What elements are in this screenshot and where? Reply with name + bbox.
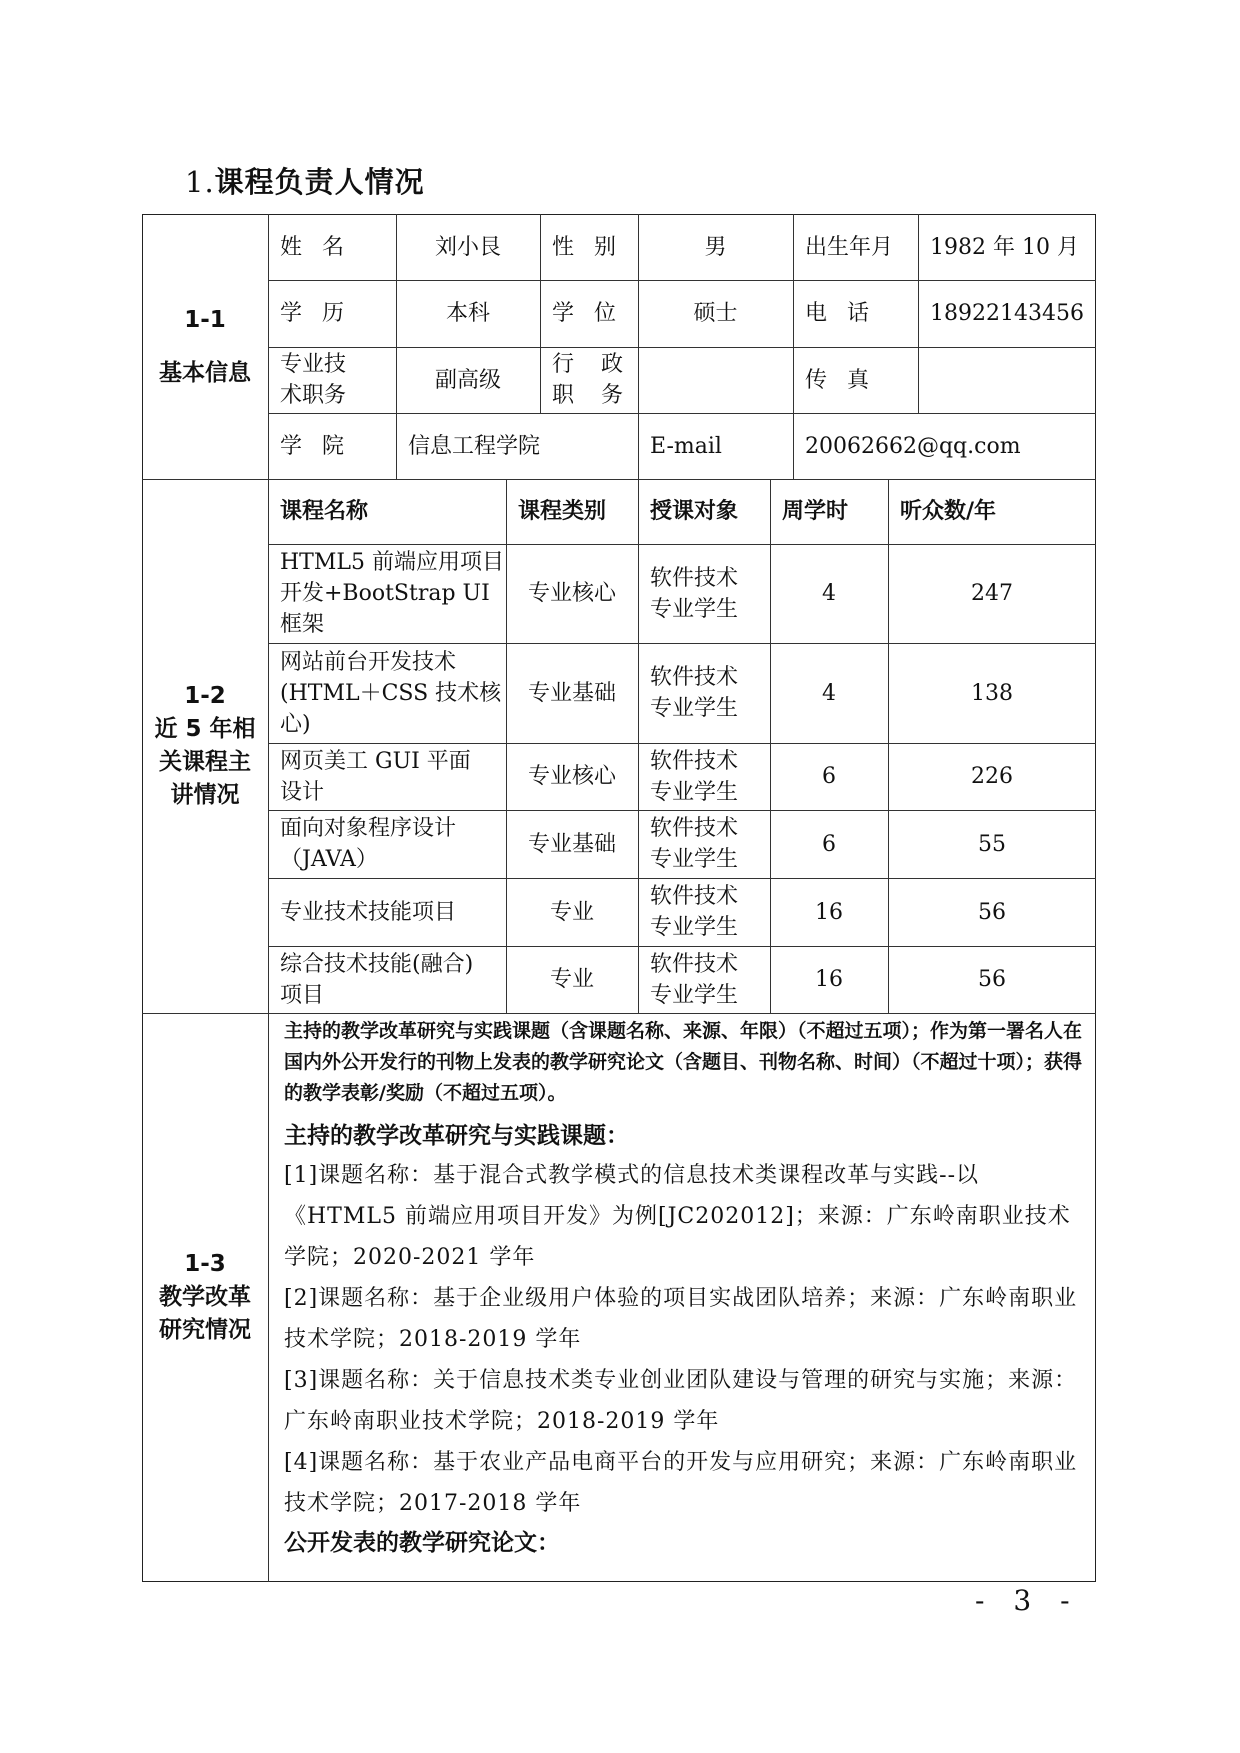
course-name-line: (HTML＋CSS 技术核 xyxy=(280,680,502,706)
course-name-line: 网页美工 GUI 平面 xyxy=(280,748,471,774)
gender-value: 男 xyxy=(704,234,727,260)
course-name-line: 综合技术技能(融合) xyxy=(280,951,474,977)
research-project-item: [2]课题名称：基于企业级用户体验的项目实战团队培养；来源：广东岭南职业技术学院；2018-2019 学年 xyxy=(284,1286,1078,1352)
course-name-line: 项目 xyxy=(280,982,325,1008)
col-header-category: 课程类别 xyxy=(518,499,607,524)
course-audience-line: 专业学生 xyxy=(650,696,739,721)
research-project-item: [4]课题名称：基于农业产品电商平台的开发与应用研究；来源：广东岭南职业技术学院；2017-2018 学年 xyxy=(284,1450,1078,1516)
course-name-cell xyxy=(268,544,506,643)
course-audience-cell xyxy=(638,878,770,946)
course-category-cell: 专业基础 xyxy=(527,680,616,706)
course-audience-cell xyxy=(638,743,770,810)
gender-label: 性别 xyxy=(552,234,637,260)
admin-post-value xyxy=(638,347,793,413)
course-listeners-cell: 226 xyxy=(971,764,1013,789)
course-listeners-cell: 138 xyxy=(971,680,1013,706)
course-listeners-cell: 56 xyxy=(978,967,1006,992)
education-value: 本科 xyxy=(445,301,490,326)
course-category-cell: 专业基础 xyxy=(527,831,616,857)
col-header-audience: 授课对象 xyxy=(650,499,739,524)
course-name-cell xyxy=(268,743,506,810)
email-value: 20062662@qq.com xyxy=(805,433,1021,459)
college-value: 信息工程学院 xyxy=(408,433,541,459)
degree-value: 硕士 xyxy=(693,301,738,326)
course-name-line: 开发+BootStrap UI xyxy=(280,581,490,606)
course-audience-line: 软件技术 xyxy=(650,951,739,977)
course-audience-line: 软件技术 xyxy=(650,665,739,690)
section-title-text: 课程负责人情况 xyxy=(214,165,425,199)
col-header-listeners: 听众数/年 xyxy=(900,499,997,524)
course-hours-cell: 6 xyxy=(822,764,836,789)
section-1-2-label-line: 近 5 年相 xyxy=(154,716,256,742)
professional-title-label xyxy=(268,347,396,413)
course-hours-cell: 16 xyxy=(815,967,843,992)
course-name-line: （JAVA） xyxy=(280,847,378,872)
course-hours-cell: 16 xyxy=(815,899,843,925)
course-audience-line: 软件技术 xyxy=(650,565,739,591)
course-audience-line: 专业学生 xyxy=(650,982,739,1008)
course-audience-line: 软件技术 xyxy=(650,884,739,909)
course-listeners-cell: 55 xyxy=(978,831,1006,857)
course-name-line: 设计 xyxy=(280,779,325,805)
name-label: 姓名 xyxy=(280,234,365,260)
course-audience-cell xyxy=(638,810,770,878)
fax-value xyxy=(918,347,1096,413)
col-header-course-name: 课程名称 xyxy=(280,499,369,524)
college-label: 学院 xyxy=(280,433,365,459)
section-title xyxy=(185,160,425,201)
course-name-cell xyxy=(268,810,506,878)
section-1-2-label-line: 讲情况 xyxy=(170,782,240,808)
fax-label: 传真 xyxy=(805,367,890,393)
name-value: 刘小艮 xyxy=(434,234,501,260)
section-1-1-id: 1-1 xyxy=(184,306,226,333)
course-hours-cell: 4 xyxy=(822,680,836,706)
professional-title-label-line: 专业技 xyxy=(280,352,347,377)
course-category-cell: 专业 xyxy=(549,967,594,992)
course-category-cell: 专业核心 xyxy=(527,764,616,789)
course-name-line: 网站前台开发技术 xyxy=(280,649,457,675)
course-name-line: 心) xyxy=(280,711,311,737)
research-intro: 主持的教学改革研究与实践课题（含课题名称、来源、年限）（不超过五项）；作为第一署名人在国内外公开发行的刊物上发表的教学研究论文（含题目、刊物名称、时间）（不超过十项）；获得的教学表彰/奖励（不超过五项）。 xyxy=(284,1020,1083,1104)
course-audience-line: 专业学生 xyxy=(650,596,739,622)
education-label: 学历 xyxy=(280,301,365,326)
research-project-item: [3]课题名称：关于信息技术类专业创业团队建设与管理的研究与实施；来源：广东岭南职业技术学院；2018-2019 学年 xyxy=(284,1368,1078,1434)
section-1-3-id: 1-3 xyxy=(184,1251,226,1277)
research-project-item: [1]课题名称：基于混合式教学模式的信息技术类课程改革与实践--以《HTML5 前端应用项目开发》为例[JC202012]；来源：广东岭南职业技术学院；2020-2021 学年 xyxy=(284,1163,1071,1270)
admin-post-label xyxy=(540,347,638,413)
section-1-3-label-line: 研究情况 xyxy=(159,1317,251,1343)
email-label: E-mail xyxy=(650,433,722,459)
course-name-line: 框架 xyxy=(280,612,325,637)
course-audience-line: 软件技术 xyxy=(650,748,739,774)
section-1-1-header xyxy=(142,214,268,479)
section-1-3-label-line: 教学改革 xyxy=(159,1284,251,1310)
section-1-2-header xyxy=(142,479,268,1013)
course-name-cell xyxy=(268,946,506,1013)
phone-value: 18922143456 xyxy=(930,301,1084,326)
course-hours-cell: 6 xyxy=(822,831,836,857)
professional-title-label-line: 术职务 xyxy=(280,383,347,408)
birth-label: 出生年月 xyxy=(805,234,894,260)
course-audience-line: 专业学生 xyxy=(650,847,739,872)
course-hours-cell: 4 xyxy=(822,581,836,606)
course-listeners-cell: 56 xyxy=(978,899,1006,925)
course-name-cell xyxy=(268,643,506,743)
course-category-cell: 专业核心 xyxy=(527,581,616,606)
section-1-3-header xyxy=(142,1013,268,1582)
course-name-line: 面向对象程序设计 xyxy=(280,816,457,841)
papers-heading: 公开发表的教学研究论文： xyxy=(284,1530,560,1556)
phone-label: 电话 xyxy=(805,301,890,326)
research-section xyxy=(284,1016,1084,1562)
course-listeners-cell: 247 xyxy=(971,581,1013,606)
birth-value: 1982 年 10 月 xyxy=(930,234,1079,260)
course-audience-cell xyxy=(638,544,770,643)
admin-post-label-line: 行 政 xyxy=(552,352,633,377)
course-name-line: HTML5 前端应用项目 xyxy=(280,550,504,575)
col-header-weekly-hours: 周学时 xyxy=(782,499,849,524)
admin-post-label-line: 职 务 xyxy=(552,383,633,408)
course-category-cell: 专业 xyxy=(549,899,594,925)
section-1-2-label-line: 关课程主 xyxy=(159,749,251,775)
course-audience-cell xyxy=(638,643,770,743)
professional-title-value: 副高级 xyxy=(434,367,501,393)
degree-label: 学位 xyxy=(552,301,637,326)
course-audience-cell xyxy=(638,946,770,1013)
course-audience-line: 专业学生 xyxy=(650,779,739,805)
course-name-line: 专业技术技能项目 xyxy=(280,899,457,925)
projects-heading: 主持的教学改革研究与实践课题： xyxy=(284,1123,629,1149)
section-number: 1. xyxy=(185,165,215,199)
course-name-cell xyxy=(268,878,506,946)
course-audience-line: 专业学生 xyxy=(650,915,739,940)
section-1-2-id: 1-2 xyxy=(184,683,226,709)
course-audience-line: 软件技术 xyxy=(650,816,739,841)
page-number: - 3 - xyxy=(975,1584,1080,1617)
section-1-1-label: 基本信息 xyxy=(159,359,251,386)
